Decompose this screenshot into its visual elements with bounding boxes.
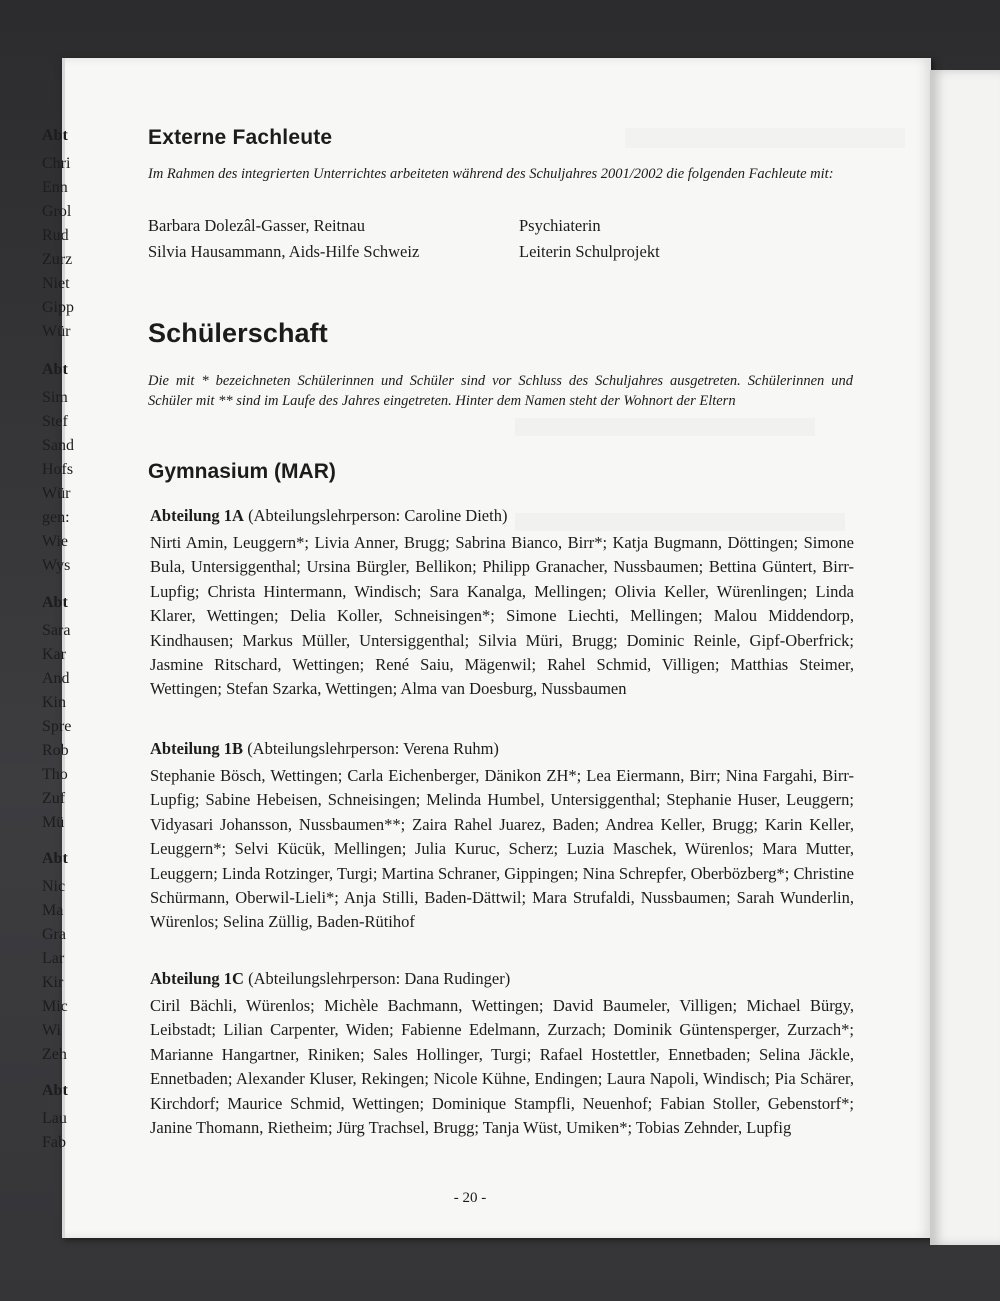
bleed-through-decoration	[625, 128, 905, 148]
class-title	[150, 504, 854, 528]
expert-role: Psychiaterin	[519, 216, 601, 235]
expert-role: Leiterin Schulprojekt	[519, 242, 660, 261]
right-page-text-fragment: gen:	[42, 509, 70, 526]
class-label: Abteilung 1C	[150, 969, 244, 988]
class-block-1a	[150, 504, 854, 702]
right-page-text-fragment: Lau	[42, 1110, 67, 1127]
section-heading-gymnasium: Gymnasium (MAR)	[148, 460, 336, 483]
right-page-text-fragment: Hofs	[42, 461, 74, 478]
student-list: Ciril Bächli, Würenlos; Michèle Bachmann, Wettingen; David Baumeler, Villigen; Michael Bürgy, Leibstadt; Lilian Carpenter, Widen; Fabienne Edelmann, Zurzach; Dominik Güntensperger, Zurzach*; Marianne Hangartner, Riniken; Sales Hollinger, Turgi; Rafael Hostettler, Ennetbaden; Selina Jäckle, Ennetbaden; Alexander Kluser, Rekingen; Nicole Kühne, Endingen; Laura Napoli, Windisch; Pia Schärer, Kirchdorf; Maurice Schmid, Wettingen; Dominique Stampfli, Neuenhof; Fabian Stoller, Gebenstorf*; Janine Thomann, Rietheim; Jürg Trachsel, Brugg; Tanja Wüst, Umiken*; Tobias Zehnder, Lupfig	[150, 996, 854, 1138]
page-number: - 20 -	[453, 1190, 487, 1206]
class-block-1c	[150, 967, 854, 1140]
right-page-text-fragment: Nic	[42, 878, 66, 895]
right-page-text-fragment: Wi	[42, 1022, 61, 1039]
right-page-text-fragment: Sand	[42, 437, 74, 454]
right-page-text-fragment: Kir	[42, 974, 64, 991]
right-page-text-fragment: Lar	[42, 950, 65, 967]
right-page-text-fragment: Zeh	[42, 1046, 67, 1063]
right-page-text-fragment: Abt	[42, 127, 68, 144]
right-page-text-fragment: Fab	[42, 1134, 66, 1151]
right-page-text-fragment: Wys	[42, 557, 71, 574]
right-page-text-fragment: Abt	[42, 361, 68, 378]
right-page-text-fragment: Chri	[42, 155, 71, 172]
right-page-text-fragment: Zuf	[42, 790, 66, 807]
right-page-text-fragment: Gipp	[42, 299, 74, 316]
student-list: Nirti Amin, Leuggern*; Livia Anner, Brugg; Sabrina Bianco, Birr*; Katja Bugmann, Döttingen; Simone Bula, Untersiggenthal; Ursina Bürgler, Bellikon; Philipp Granacher, Nussbaumen; Bettina Güntert, Birr-Lupfig; Christa Hintermann, Windisch; Sara Kanalga, Mellingen; Olivia Keller, Würenlingen; Linda Klarer, Wettingen; Delia Koller, Schneisingen*; Simone Liechti, Mellingen; Malou Middendorp, Kindhausen; Markus Müller, Untersiggenthal; Silvia Müri, Brugg; Dominic Reinle, Gipf-Oberfrick; Jasmine Ritschard, Wettingen; René Saiu, Mägenwil; Rahel Schmid, Villigen; Matthias Steimer, Wettingen; Stefan Szarka, Wettingen; Alma van Doesburg, Nussbaumen	[150, 533, 854, 699]
class-title	[150, 737, 854, 761]
bleed-through-decoration	[515, 418, 815, 436]
student-list: Stephanie Bösch, Wettingen; Carla Eichenberger, Dänikon ZH*; Lea Eiermann, Birr; Nina Fargahi, Birr-Lupfig; Sabine Hebeisen, Schneisingen; Melinda Humbel, Untersiggenthal; Stephanie Huser, Leuggern; Vidyasari Johansson, Nussbaumen**; Zaira Rahel Juarez, Baden; Andrea Keller, Brugg; Karin Keller, Leuggern*; Selvi Kücük, Mellingen; Julia Kuruc, Scherz; Luzia Maschek, Würenlos; Mara Mutter, Leuggern; Linda Rotzinger, Turgi; Martina Schraner, Gippingen; Nina Schrepfer, Oberbözberg*; Christine Schürmann, Oberwil-Lieli*; Anja Stilli, Baden-Dättwil; Mara Strufaldi, Nussbaumen; Sarah Wunderlin, Würenlos; Selina Züllig, Baden-Rütihof	[150, 766, 854, 932]
class-block-1b	[150, 737, 854, 935]
class-teacher: (Abteilungslehrperson: Verena Ruhm)	[247, 739, 499, 758]
externe-fachleute-intro: Im Rahmen des integrierten Unterrichtes arbeiteten während des Schuljahres 2001/2002 die folgenden Fachleute mit:	[148, 166, 834, 182]
right-page-text-fragment: Tho	[42, 766, 68, 783]
right-page-text-fragment: Rud	[42, 227, 69, 244]
right-page-text-fragment: Mic	[42, 998, 68, 1015]
right-page-text-fragment: Enn	[42, 179, 68, 196]
class-label: Abteilung 1B	[150, 739, 244, 758]
section-heading-externe-fachleute: Externe Fachleute	[148, 126, 333, 149]
right-page-text-fragment: Grol	[42, 203, 72, 220]
right-page-text-fragment: Sim	[42, 389, 68, 406]
class-label: Abteilung 1A	[150, 506, 244, 525]
right-page-text-fragment: Kin	[42, 694, 66, 711]
right-page-text-fragment: Wür	[42, 323, 71, 340]
right-page-text-fragment: Rob	[42, 742, 69, 759]
class-title	[150, 967, 854, 991]
class-teacher: (Abteilungslehrperson: Dana Rudinger)	[248, 969, 511, 988]
right-page-text-fragment: Mü	[42, 814, 65, 831]
right-page-text-fragment: Wie	[42, 533, 69, 550]
right-page-text-fragment: Stef	[42, 413, 68, 430]
schuelerschaft-note: Die mit * bezeichneten Schülerinnen und Schüler sind vor Schluss des Schuljahres ausgetreten. Schülerinnen und Schüler mit ** sind im Laufe des Jahres eingetreten. Hinter dem Namen steht der Wohnort der Eltern	[148, 373, 853, 409]
right-page-text-fragment: Kar	[42, 646, 66, 663]
expert-name: Silvia Hausammann, Aids-Hilfe Schweiz	[148, 242, 420, 261]
right-page-text-fragment: Abt	[42, 850, 68, 867]
section-heading-schuelerschaft: Schülerschaft	[148, 318, 328, 348]
right-page-text-fragment: Abt	[42, 594, 68, 611]
right-page-text-fragment: Sara	[42, 622, 71, 639]
right-page-text-fragment: Spre	[42, 718, 72, 735]
right-page-text-fragment: Wür	[42, 485, 71, 502]
right-page-text-fragment: Ma	[42, 902, 64, 919]
right-page-text-fragment: And	[42, 670, 70, 687]
expert-name: Barbara Dolezâl-Gasser, Reitnau	[148, 216, 365, 235]
right-page-text-fragment: Zurz	[42, 251, 73, 268]
right-page-text-fragment: Niet	[42, 275, 70, 292]
right-page-fragment	[930, 70, 1000, 1245]
class-teacher: (Abteilungslehrperson: Caroline Dieth)	[248, 506, 508, 525]
right-page-text-fragment: Gra	[42, 926, 66, 943]
right-page-text-fragment: Abt	[42, 1082, 68, 1099]
